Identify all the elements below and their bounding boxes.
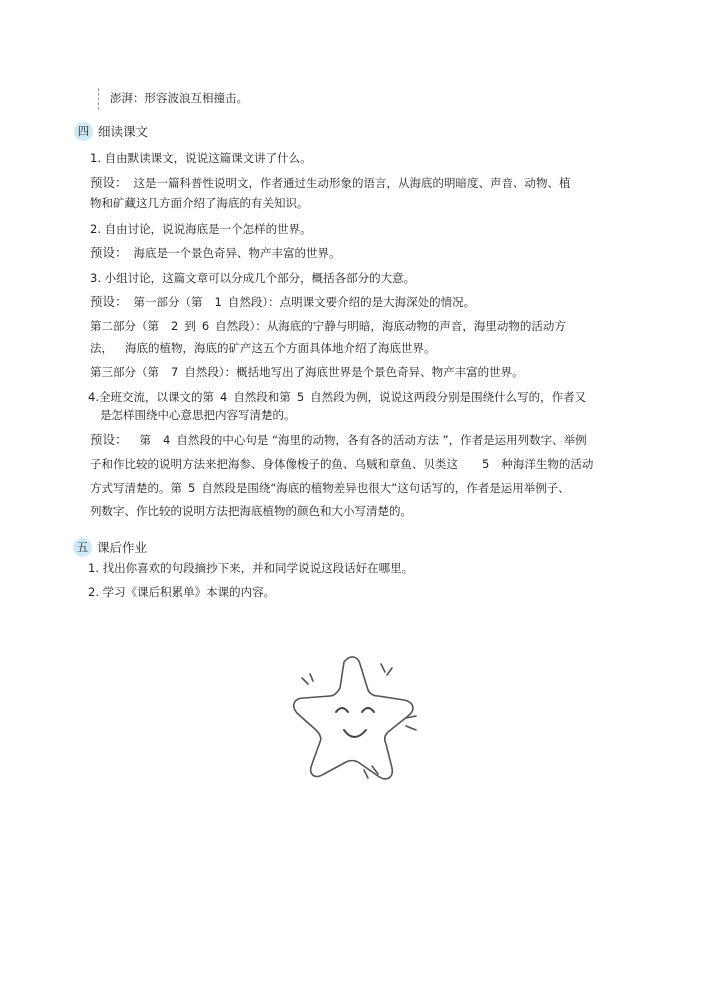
answer-4-line-1 (90, 432, 587, 448)
question-4-a: 4.全班交流，以课文的第 (88, 390, 214, 404)
answer-1-line-1 (90, 175, 571, 191)
answer-3-part-1-a: 第一部分（第 (133, 295, 203, 309)
question-3: 3. 小组讨论，这篇文章可以分成几个部分，概括各部分的大意。 (90, 271, 416, 285)
answer-3-part-3-c: 自然段）：概括地写出了海底世界是个景色奇异、物产丰富的世界。 (184, 365, 524, 379)
answer-3-part-3-b: 7 (171, 365, 179, 379)
answer-3-part-3-a: 第三部分（第 (90, 365, 159, 379)
answer-4-line-2-b: 5 (482, 457, 490, 471)
answer-3-part-2-c: 到 (184, 319, 196, 333)
question-4-line-1 (88, 389, 586, 405)
answer-3-part-2-b: 2 (171, 319, 179, 333)
answer-label: 预设： (90, 294, 128, 309)
answer-label: 预设： (90, 432, 128, 447)
homework-item-1: 1. 找出你喜欢的句段摘抄下来，并和同学说说这段话好在哪里。 (88, 561, 414, 575)
answer-2-line-1 (90, 245, 341, 261)
answer-2-text: 海底是一个景色奇异、物产丰富的世界。 (133, 246, 341, 260)
gloss-text: 澎湃：形容波浪互相撞击。 (110, 91, 248, 105)
answer-1-line-2: 物和矿藏这几方面介绍了海底的有关知识。 (90, 196, 309, 210)
question-4-b: 4 (219, 390, 228, 404)
smiling-star-icon (286, 650, 426, 790)
answer-3-part-1-c: 自然段）：点明课文要介绍的是大海深处的情况。 (227, 295, 476, 309)
answer-3-part-3 (90, 364, 524, 380)
answer-3-part-1 (90, 294, 475, 310)
question-1: 1. 自由默读课文，说说这篇课文讲了什么。 (90, 151, 312, 165)
answer-1-text: 这是一篇科普性说明文，作者通过生动形象的语言，从海底的明暗度、声音、动物、植 (133, 176, 571, 190)
question-2: 2. 自由讨论，说说海底是一个怎样的世界。 (90, 222, 312, 236)
answer-label: 预设： (90, 175, 128, 190)
answer-4-line-3-b: 5 (188, 481, 196, 495)
answer-4-line-1-a: 第 (139, 433, 152, 447)
homework-item-2: 2. 学习《课后积累单》本课的内容。 (88, 585, 276, 599)
question-4-c: 自然段和第 (233, 390, 291, 404)
answer-3-part-2-line-2-b: 海底的植物，海底的矿产这五个方面具体地介绍了海底世界。 (125, 341, 436, 355)
question-4-line-2: 是怎样围绕中心意思把内容写清楚的。 (100, 408, 296, 422)
answer-4-line-2-a: 子和作比较的说明方法来把海参、身体像梭子的鱼、乌贼和章鱼、贝类这 (90, 457, 458, 471)
section-4-title: 细读课文 (98, 124, 149, 139)
answer-3-part-1-b: 1 (214, 295, 222, 309)
question-4-d: 5 (296, 390, 305, 404)
answer-4-line-3-c: 自然段是围绕“海底的植物差异也很大”这句话写的，作者是运用举例子、 (201, 481, 570, 495)
section-5-badge: 五 (73, 538, 92, 557)
gloss-divider (98, 88, 99, 110)
answer-3-part-2-d: 6 (201, 319, 210, 333)
answer-4-line-1-c: 自然段的中心句是 “海里的动物，各有各的活动方法 ”，作者是运用列数字、举例 (176, 433, 587, 447)
answer-4-line-2-c: 种海洋生物的活动 (501, 457, 594, 471)
answer-4-line-4: 列数字、作比较的说明方法把海底植物的颜色和大小写清楚的。 (90, 504, 412, 518)
answer-3-part-2-a: 第二部分（第 (90, 319, 159, 333)
answer-3-part-2-line-1 (90, 318, 566, 334)
answer-3-part-2-line-2 (90, 340, 436, 356)
section-4-badge: 四 (74, 122, 93, 141)
answer-label: 预设： (90, 245, 128, 260)
section-5-title: 课后作业 (97, 540, 148, 555)
answer-4-line-2 (90, 456, 593, 472)
answer-3-part-2-line-2-a: 法， (90, 341, 113, 355)
answer-4-line-3 (90, 480, 570, 496)
answer-3-part-2-e: 自然段）：从海底的宁静与明暗，海底动物的声音，海里动物的活动方 (215, 319, 566, 333)
question-4-e: 自然段为例，说说这两段分别是围绕什么写的，作者又 (310, 390, 587, 404)
answer-4-line-1-b: 4 (163, 433, 171, 447)
answer-4-line-3-a: 方式写清楚的。第 (90, 481, 182, 495)
